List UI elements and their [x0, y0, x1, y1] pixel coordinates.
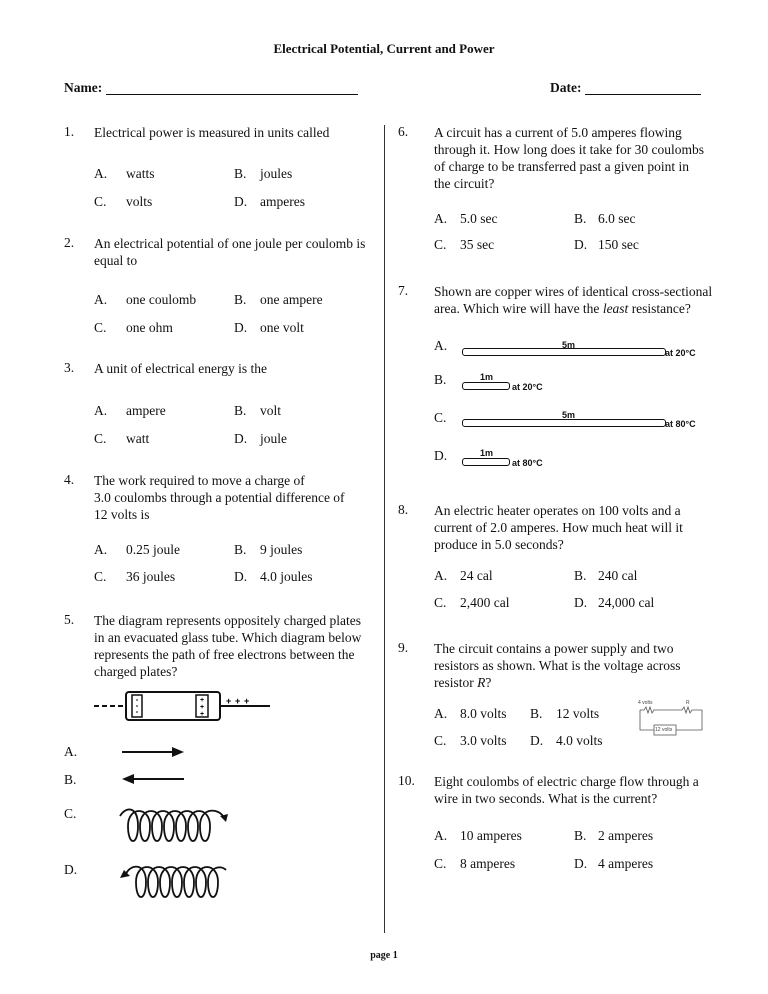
svg-text:+: + [199, 697, 205, 704]
choice-label: C. [94, 320, 107, 335]
date-field-line[interactable] [585, 94, 701, 95]
choice-label: A. [434, 338, 448, 353]
arrow-left-icon [122, 772, 184, 786]
choice-label: B. [234, 403, 247, 418]
choice-text: 150 sec [598, 237, 639, 252]
spiral-path-left-icon [116, 858, 230, 906]
choice-label: A. [434, 211, 448, 226]
choice-text: 24,000 cal [598, 595, 655, 610]
question-text: The circuit contains a power supply and two [434, 641, 674, 656]
choice-label: C. [434, 856, 447, 871]
choice-label: B. [234, 542, 247, 557]
wire-temperature-label: at 80°C [512, 458, 543, 468]
power-supply-label: 12 volts [655, 727, 673, 733]
choice-text: one coulomb [126, 292, 197, 307]
question-number: 10. [398, 773, 415, 788]
choice-text: amperes [260, 194, 305, 209]
choice-label: D. [530, 733, 544, 748]
page-title: Electrical Potential, Current and Power [273, 41, 495, 56]
question-text: wire in two seconds. What is the current? [434, 791, 658, 806]
choice-text: one volt [260, 320, 304, 335]
choice-label: B. [64, 772, 77, 787]
question-text: represents the path of free electrons between the [94, 647, 355, 662]
question-text: The work required to move a charge of [94, 473, 305, 488]
choice-text: 5.0 sec [460, 211, 498, 226]
choice-text: 4.0 volts [556, 733, 603, 748]
question-number: 9. [398, 640, 409, 655]
choice-text: 8 amperes [460, 856, 516, 871]
charged-plates-tube-diagram [92, 688, 272, 724]
choice-text: 4.0 joules [260, 569, 313, 584]
choice-text: joule [260, 431, 287, 446]
resistor-1-label: 4 volts [638, 700, 653, 706]
choice-label: D. [574, 856, 588, 871]
column-divider [384, 125, 385, 933]
question-number: 1. [64, 124, 75, 139]
question-text: The diagram represents oppositely charged plates [94, 613, 362, 628]
question-text: resistors as shown. What is the voltage across [434, 658, 681, 673]
question-text-line: area. Which wire will have the least resistance? [434, 301, 691, 316]
question-text: the circuit? [434, 176, 495, 191]
choice-label: B. [574, 828, 587, 843]
choice-label: A. [94, 403, 108, 418]
choice-text: joules [260, 166, 293, 181]
question-text: Eight coulombs of electric charge flow through a [434, 774, 699, 789]
choice-text: volt [260, 403, 282, 418]
choice-text: 8.0 volts [460, 706, 507, 721]
choice-text: 2,400 cal [460, 595, 510, 610]
question-text: 12 volts is [94, 507, 150, 522]
choice-label: D. [234, 431, 248, 446]
choice-label: D. [234, 569, 248, 584]
choice-text: 35 sec [460, 237, 495, 252]
choice-label: D. [574, 237, 588, 252]
arrow-right-icon [122, 745, 184, 759]
wire-b [462, 382, 510, 390]
choice-label: A. [434, 568, 448, 583]
question-text: An electrical potential of one joule per coulomb is [94, 236, 366, 251]
resistor-r-label: R [686, 700, 690, 706]
question-number: 4. [64, 472, 75, 487]
question-text: A circuit has a current of 5.0 amperes flowing [434, 125, 682, 140]
svg-text:+: + [199, 711, 205, 718]
name-label: Name: [64, 80, 103, 95]
choice-text: one ohm [126, 320, 173, 335]
choice-label: B. [234, 292, 247, 307]
choice-label: C. [64, 806, 77, 821]
question-number: 2. [64, 235, 75, 250]
question-number: 8. [398, 502, 409, 517]
choice-text: ampere [126, 403, 166, 418]
wire-length-label: 1m [480, 448, 494, 458]
choice-label: A. [94, 166, 108, 181]
choice-text: 2 amperes [598, 828, 654, 843]
svg-text:+: + [244, 696, 250, 706]
choice-text: 6.0 sec [598, 211, 636, 226]
name-field-line[interactable] [106, 94, 358, 95]
question-text: current of 2.0 amperes. How much heat will it [434, 520, 683, 535]
question-text: A unit of electrical energy is the [94, 361, 267, 376]
svg-text:+: + [226, 696, 232, 706]
choice-text: watt [126, 431, 150, 446]
wire-length-label: 5m [562, 340, 576, 350]
choice-label: D. [234, 320, 248, 335]
question-number: 3. [64, 360, 75, 375]
choice-label: D. [64, 862, 78, 877]
choice-text: volts [126, 194, 153, 209]
question-text: of charge to be transferred past a given point in [434, 159, 690, 174]
choice-label: B. [530, 706, 543, 721]
question-number: 7. [398, 283, 409, 298]
choice-label: A. [94, 542, 108, 557]
choice-text: 36 joules [126, 569, 176, 584]
choice-label: A. [64, 744, 78, 759]
choice-text: 9 joules [260, 542, 303, 557]
choice-text: watts [126, 166, 155, 181]
choice-label: C. [434, 410, 447, 425]
question-text: through it. How long does it take for 30 coulombs [434, 142, 704, 157]
wire-temperature-label: at 80°C [665, 419, 696, 429]
spiral-path-right-icon [116, 802, 230, 850]
question-text-line: resistor R? [434, 675, 492, 690]
choice-text: 240 cal [598, 568, 638, 583]
question-text: Electrical power is measured in units called [94, 125, 330, 140]
choice-text: one ampere [260, 292, 323, 307]
wire-length-label: 5m [562, 410, 576, 420]
choice-label: C. [434, 595, 447, 610]
wire-c [462, 419, 666, 427]
choice-text: 24 cal [460, 568, 493, 583]
question-text: in an evacuated glass tube. Which diagram below [94, 630, 362, 645]
question-number: 6. [398, 124, 409, 139]
choice-label: A. [434, 828, 448, 843]
wire-temperature-label: at 20°C [512, 382, 543, 392]
choice-text: 12 volts [556, 706, 600, 721]
date-label: Date: [550, 80, 582, 95]
choice-text: 0.25 joule [126, 542, 180, 557]
wire-a [462, 348, 666, 356]
choice-text: 4 amperes [598, 856, 654, 871]
svg-text:+: + [235, 696, 241, 706]
choice-label: A. [94, 292, 108, 307]
question-text: produce in 5.0 seconds? [434, 537, 564, 552]
wire-length-label: 1m [480, 372, 494, 382]
choice-label: B. [574, 211, 587, 226]
choice-label: C. [434, 237, 447, 252]
question-text: An electric heater operates on 100 volts and a [434, 503, 681, 518]
choice-label: C. [434, 733, 447, 748]
choice-label: B. [234, 166, 247, 181]
question-text: equal to [94, 253, 138, 268]
page-number: page 1 [370, 950, 398, 961]
question-text: Shown are copper wires of identical cross-sectional [434, 284, 713, 299]
choice-label: A. [434, 706, 448, 721]
choice-text: 10 amperes [460, 828, 522, 843]
choice-label: C. [94, 431, 107, 446]
question-number: 5. [64, 612, 75, 627]
wire-d [462, 458, 510, 466]
wire-temperature-label: at 20°C [665, 348, 696, 358]
choice-label: D. [574, 595, 588, 610]
choice-label: D. [234, 194, 248, 209]
choice-label: D. [434, 448, 448, 463]
choice-label: B. [574, 568, 587, 583]
question-text: 3.0 coulombs through a potential difference of [94, 490, 345, 505]
question-text: charged plates? [94, 664, 178, 679]
choice-label: B. [434, 372, 447, 387]
svg-text:+: + [199, 704, 205, 711]
choice-label: C. [94, 194, 107, 209]
choice-text: 3.0 volts [460, 733, 507, 748]
choice-label: C. [94, 569, 107, 584]
